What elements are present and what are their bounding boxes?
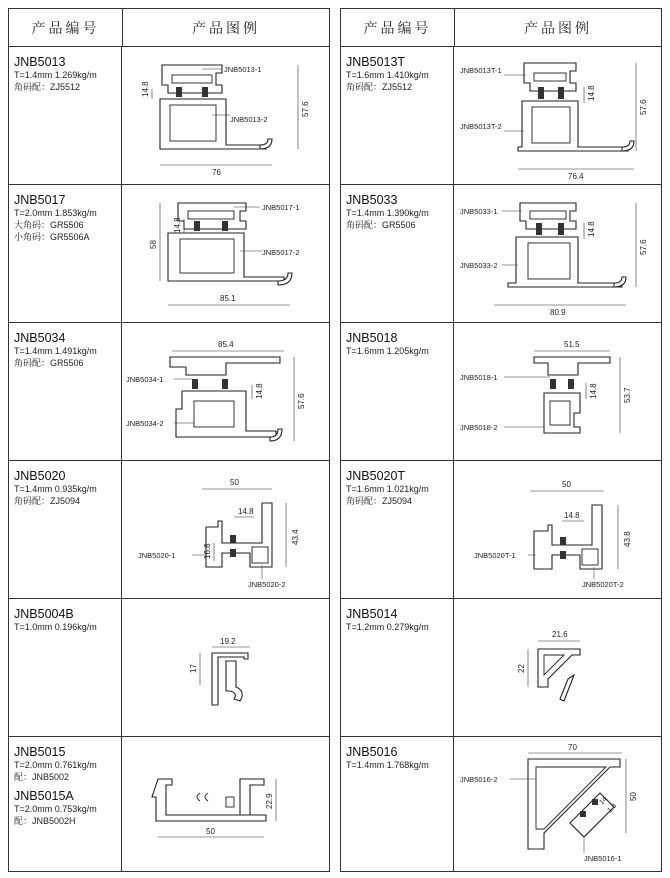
product-spec: 配：JNB5002H: [14, 816, 76, 826]
profile-drawing: [122, 185, 329, 322]
product-code: JNB5013: [14, 55, 66, 69]
left-table: [8, 8, 330, 872]
product-row-jnb5013t: [341, 47, 661, 185]
dim-width: 85.4: [218, 340, 234, 349]
profile-chamber: [550, 401, 570, 425]
profile-drawing-svg: [454, 47, 661, 184]
profile-section: [170, 357, 280, 375]
product-code: JNB5016: [346, 745, 398, 759]
dim-height: 22.9: [265, 793, 274, 809]
dim-height: 22: [517, 664, 526, 673]
profile-lip: [614, 277, 626, 287]
profile-chamber: [170, 105, 216, 141]
product-row-jnb5016: [341, 737, 661, 871]
product-spec: T=1.4mm 1.269kg/m: [14, 70, 97, 80]
product-spec: 角码配：GR5506: [346, 220, 416, 230]
dim-width: 21.6: [552, 630, 568, 639]
product-spec: T=1.0mm 0.196kg/m: [14, 622, 97, 632]
dim-height: 57.6: [639, 99, 648, 115]
product-info: [9, 737, 122, 871]
product-code: JNB5004B: [14, 607, 74, 621]
gasket-mark: [202, 87, 208, 97]
gasket-mark: [568, 379, 574, 389]
part-label: JNB5013-1: [224, 65, 262, 74]
product-code: JNB5017: [14, 193, 66, 207]
gasket-mark: [558, 223, 564, 235]
dim-glass: 14.8: [587, 85, 596, 101]
profile-drawing-svg: [454, 461, 661, 598]
product-info: [341, 461, 454, 598]
profile-drawing-svg: [454, 323, 661, 460]
profile-fin: [560, 675, 574, 701]
code-column-header: 产品编号: [341, 9, 455, 46]
dim-gap: 16.8: [203, 543, 212, 559]
part-label: JNB5034-2: [126, 419, 164, 428]
profile-drawing-svg: [454, 599, 661, 736]
product-row-jnb5034: [9, 323, 329, 461]
dim-height: 57.6: [301, 101, 310, 117]
dim-height: 50: [629, 792, 638, 801]
dim-height: 43.4: [291, 529, 300, 545]
part-label: JNB5013T-1: [460, 66, 502, 75]
product-info: [341, 47, 454, 184]
profile-drawing-svg: [454, 737, 661, 870]
product-spec: 角码配：ZJ5512: [14, 82, 81, 92]
part-label: JNB5033-1: [460, 207, 498, 216]
dim-height: 57.6: [297, 393, 306, 409]
profile-section: [534, 357, 610, 375]
product-code: JNB5015: [14, 745, 66, 759]
product-row-jnb5014: [341, 599, 661, 737]
profile-drawing-svg: [122, 185, 329, 322]
profile-drawing-svg: [454, 185, 661, 322]
gasket-mark: [560, 537, 566, 545]
profile-lip: [622, 141, 634, 151]
product-spec: T=1.6mm 1.410kg/m: [346, 70, 429, 80]
product-info: [341, 599, 454, 736]
profile-drawing-svg: [122, 47, 329, 184]
product-spec: T=1.4mm 0.935kg/m: [14, 484, 97, 494]
profile-chamber: [534, 73, 566, 81]
product-spec: 角码配：ZJ5094: [346, 496, 413, 506]
gasket-mark: [536, 223, 542, 235]
profile-drawing: [122, 737, 329, 871]
product-row-jnb5018: [341, 323, 661, 461]
profile-drawing: [454, 185, 661, 322]
gasket-mark: [230, 535, 236, 543]
dim-glass: 14.8: [564, 511, 580, 520]
product-spec: T=1.4mm 1.390kg/m: [346, 208, 429, 218]
product-spec: T=2.0mm 0.761kg/m: [14, 760, 97, 770]
product-info: [341, 323, 454, 460]
profile-drawing: [454, 737, 661, 871]
product-spec: 角码配：ZJ5094: [14, 496, 81, 506]
gasket-mark: [550, 379, 556, 389]
product-spec: 大角码：GR5506: [14, 220, 84, 230]
part-label: JNB5020-2: [248, 580, 286, 589]
gasket-mark: [560, 551, 566, 559]
dim-width: 85.1: [220, 294, 236, 303]
part-label: JNB5013T-2: [460, 122, 502, 131]
profile-drawing: [454, 599, 661, 736]
dim-width: 51.5: [564, 340, 580, 349]
product-row-jnb5020: [9, 461, 329, 599]
gasket-mark: [580, 811, 586, 817]
dim-width: 80.9: [550, 308, 566, 317]
profile-drawing: [454, 461, 661, 598]
dim-height: 57.6: [639, 239, 648, 255]
product-info: [9, 323, 122, 460]
product-spec: T=2.0mm 1.853kg/m: [14, 208, 97, 218]
dim-width: 19.2: [220, 637, 236, 646]
product-row-jnb5015: [9, 737, 329, 871]
dim-width: 76.4: [568, 172, 584, 181]
dim-width: 50: [230, 478, 239, 487]
product-row-jnb5033: [341, 185, 661, 323]
dim-glass: 14.8: [238, 507, 254, 516]
profile-lip: [260, 139, 272, 149]
dim-glass: 14.8: [255, 383, 264, 399]
dim-glass: 14.8: [173, 217, 182, 233]
profile-slot: [197, 793, 208, 801]
gasket-mark: [592, 799, 598, 805]
profile-chamber: [180, 239, 234, 273]
product-code: JNB5034: [14, 331, 66, 345]
table-header: [341, 9, 661, 47]
dim-width: 70: [568, 743, 577, 752]
product-row-jnb5020t: [341, 461, 661, 599]
dim-width: 50: [206, 827, 215, 836]
table-header: [9, 9, 329, 47]
product-code: JNB5020T: [346, 469, 406, 483]
part-label: JNB5020T-1: [474, 551, 516, 560]
dim-glass-1: 14: [598, 795, 609, 807]
gasket-mark: [230, 549, 236, 557]
profile-drawing: [122, 461, 329, 598]
product-spec: 角码配：GR5506: [14, 358, 84, 368]
part-label: JNB5016-2: [460, 775, 498, 784]
profile-drawing-svg: [122, 461, 329, 598]
profile-chamber: [188, 211, 234, 219]
product-code: JNB5014: [346, 607, 398, 621]
dim-glass-2: 1.8: [606, 802, 619, 815]
profile-drawing: [122, 599, 329, 736]
part-label: JNB5018-1: [460, 373, 498, 382]
drawing-column-header: 产品图例: [524, 19, 592, 36]
product-row-jnb5004b: [9, 599, 329, 737]
profile-chamber: [172, 75, 212, 83]
profile-chamber: [528, 243, 570, 279]
code-column-header: 产品编号: [9, 9, 123, 46]
profile-drawing: [454, 47, 661, 184]
product-spec: 角码配：ZJ5512: [346, 82, 413, 92]
product-spec: T=1.6mm 1.205kg/m: [346, 346, 429, 356]
profile-drawing-svg: [122, 599, 329, 736]
product-spec: T=1.4mm 1.768kg/m: [346, 760, 429, 770]
profile-drawing-svg: [122, 737, 329, 870]
profile-drawing-svg: [122, 323, 329, 460]
product-spec: 小角码：GR5506A: [14, 232, 90, 242]
gasket-mark: [222, 221, 228, 231]
product-code-alt: JNB5015A: [14, 789, 74, 803]
product-info: [341, 185, 454, 322]
profile-hook: [226, 661, 242, 701]
product-code: JNB5033: [346, 193, 398, 207]
product-spec: 配：JNB5002: [14, 772, 70, 782]
dim-height: 43.8: [623, 531, 632, 547]
dim-glass: 14.8: [587, 221, 596, 237]
part-label: JNB5017-2: [262, 248, 300, 257]
dim-height: 58: [149, 240, 158, 249]
gasket-mark: [194, 221, 200, 231]
part-label: JNB5018-2: [460, 423, 498, 432]
product-spec: T=1.4mm 1.491kg/m: [14, 346, 97, 356]
dim-width: 76: [212, 168, 221, 177]
gasket-mark: [176, 87, 182, 97]
product-info: [9, 47, 122, 184]
gasket-mark: [558, 87, 564, 99]
dim-height: 17: [189, 664, 198, 673]
profile-chamber: [252, 547, 268, 563]
product-row-jnb5013: [9, 47, 329, 185]
profile-chamber: [226, 797, 234, 807]
product-spec: T=1.6mm 1.021kg/m: [346, 484, 429, 494]
product-info: [9, 185, 122, 322]
product-spec: T=2.0mm 0.753kg/m: [14, 804, 97, 814]
profile-chamber: [194, 401, 234, 427]
dim-height: 53.7: [623, 387, 632, 403]
right-table: [340, 8, 662, 872]
product-info: [341, 737, 454, 871]
part-label: JNB5020T-2: [582, 580, 624, 589]
product-info: [9, 599, 122, 736]
product-code: JNB5013T: [346, 55, 406, 69]
part-label: JNB5013-2: [230, 115, 268, 124]
profile-chamber: [582, 549, 598, 565]
profile-chamber: [532, 107, 570, 143]
part-label: JNB5020-1: [138, 551, 176, 560]
product-spec: T=1.2mm 0.279kg/m: [346, 622, 429, 632]
part-label: JNB5033-2: [460, 261, 498, 270]
profile-drawing: [122, 47, 329, 184]
profile-section: [240, 779, 264, 815]
profile-drawing: [454, 323, 661, 460]
product-code: JNB5018: [346, 331, 398, 345]
dim-glass: 14.8: [589, 383, 598, 399]
part-label: JNB5034-1: [126, 375, 164, 384]
product-code: JNB5020: [14, 469, 66, 483]
gasket-mark: [222, 379, 228, 389]
profile-drawing: [122, 323, 329, 460]
gasket-mark: [538, 87, 544, 99]
part-label: JNB5017-1: [262, 203, 300, 212]
dim-glass: 14.8: [141, 81, 150, 97]
part-label: JNB5016-1: [584, 854, 622, 863]
product-row-jnb5017: [9, 185, 329, 323]
gasket-mark: [192, 379, 198, 389]
profile-chamber: [530, 211, 566, 219]
dim-width: 50: [562, 480, 571, 489]
product-info: [9, 461, 122, 598]
drawing-column-header: 产品图例: [192, 19, 260, 36]
